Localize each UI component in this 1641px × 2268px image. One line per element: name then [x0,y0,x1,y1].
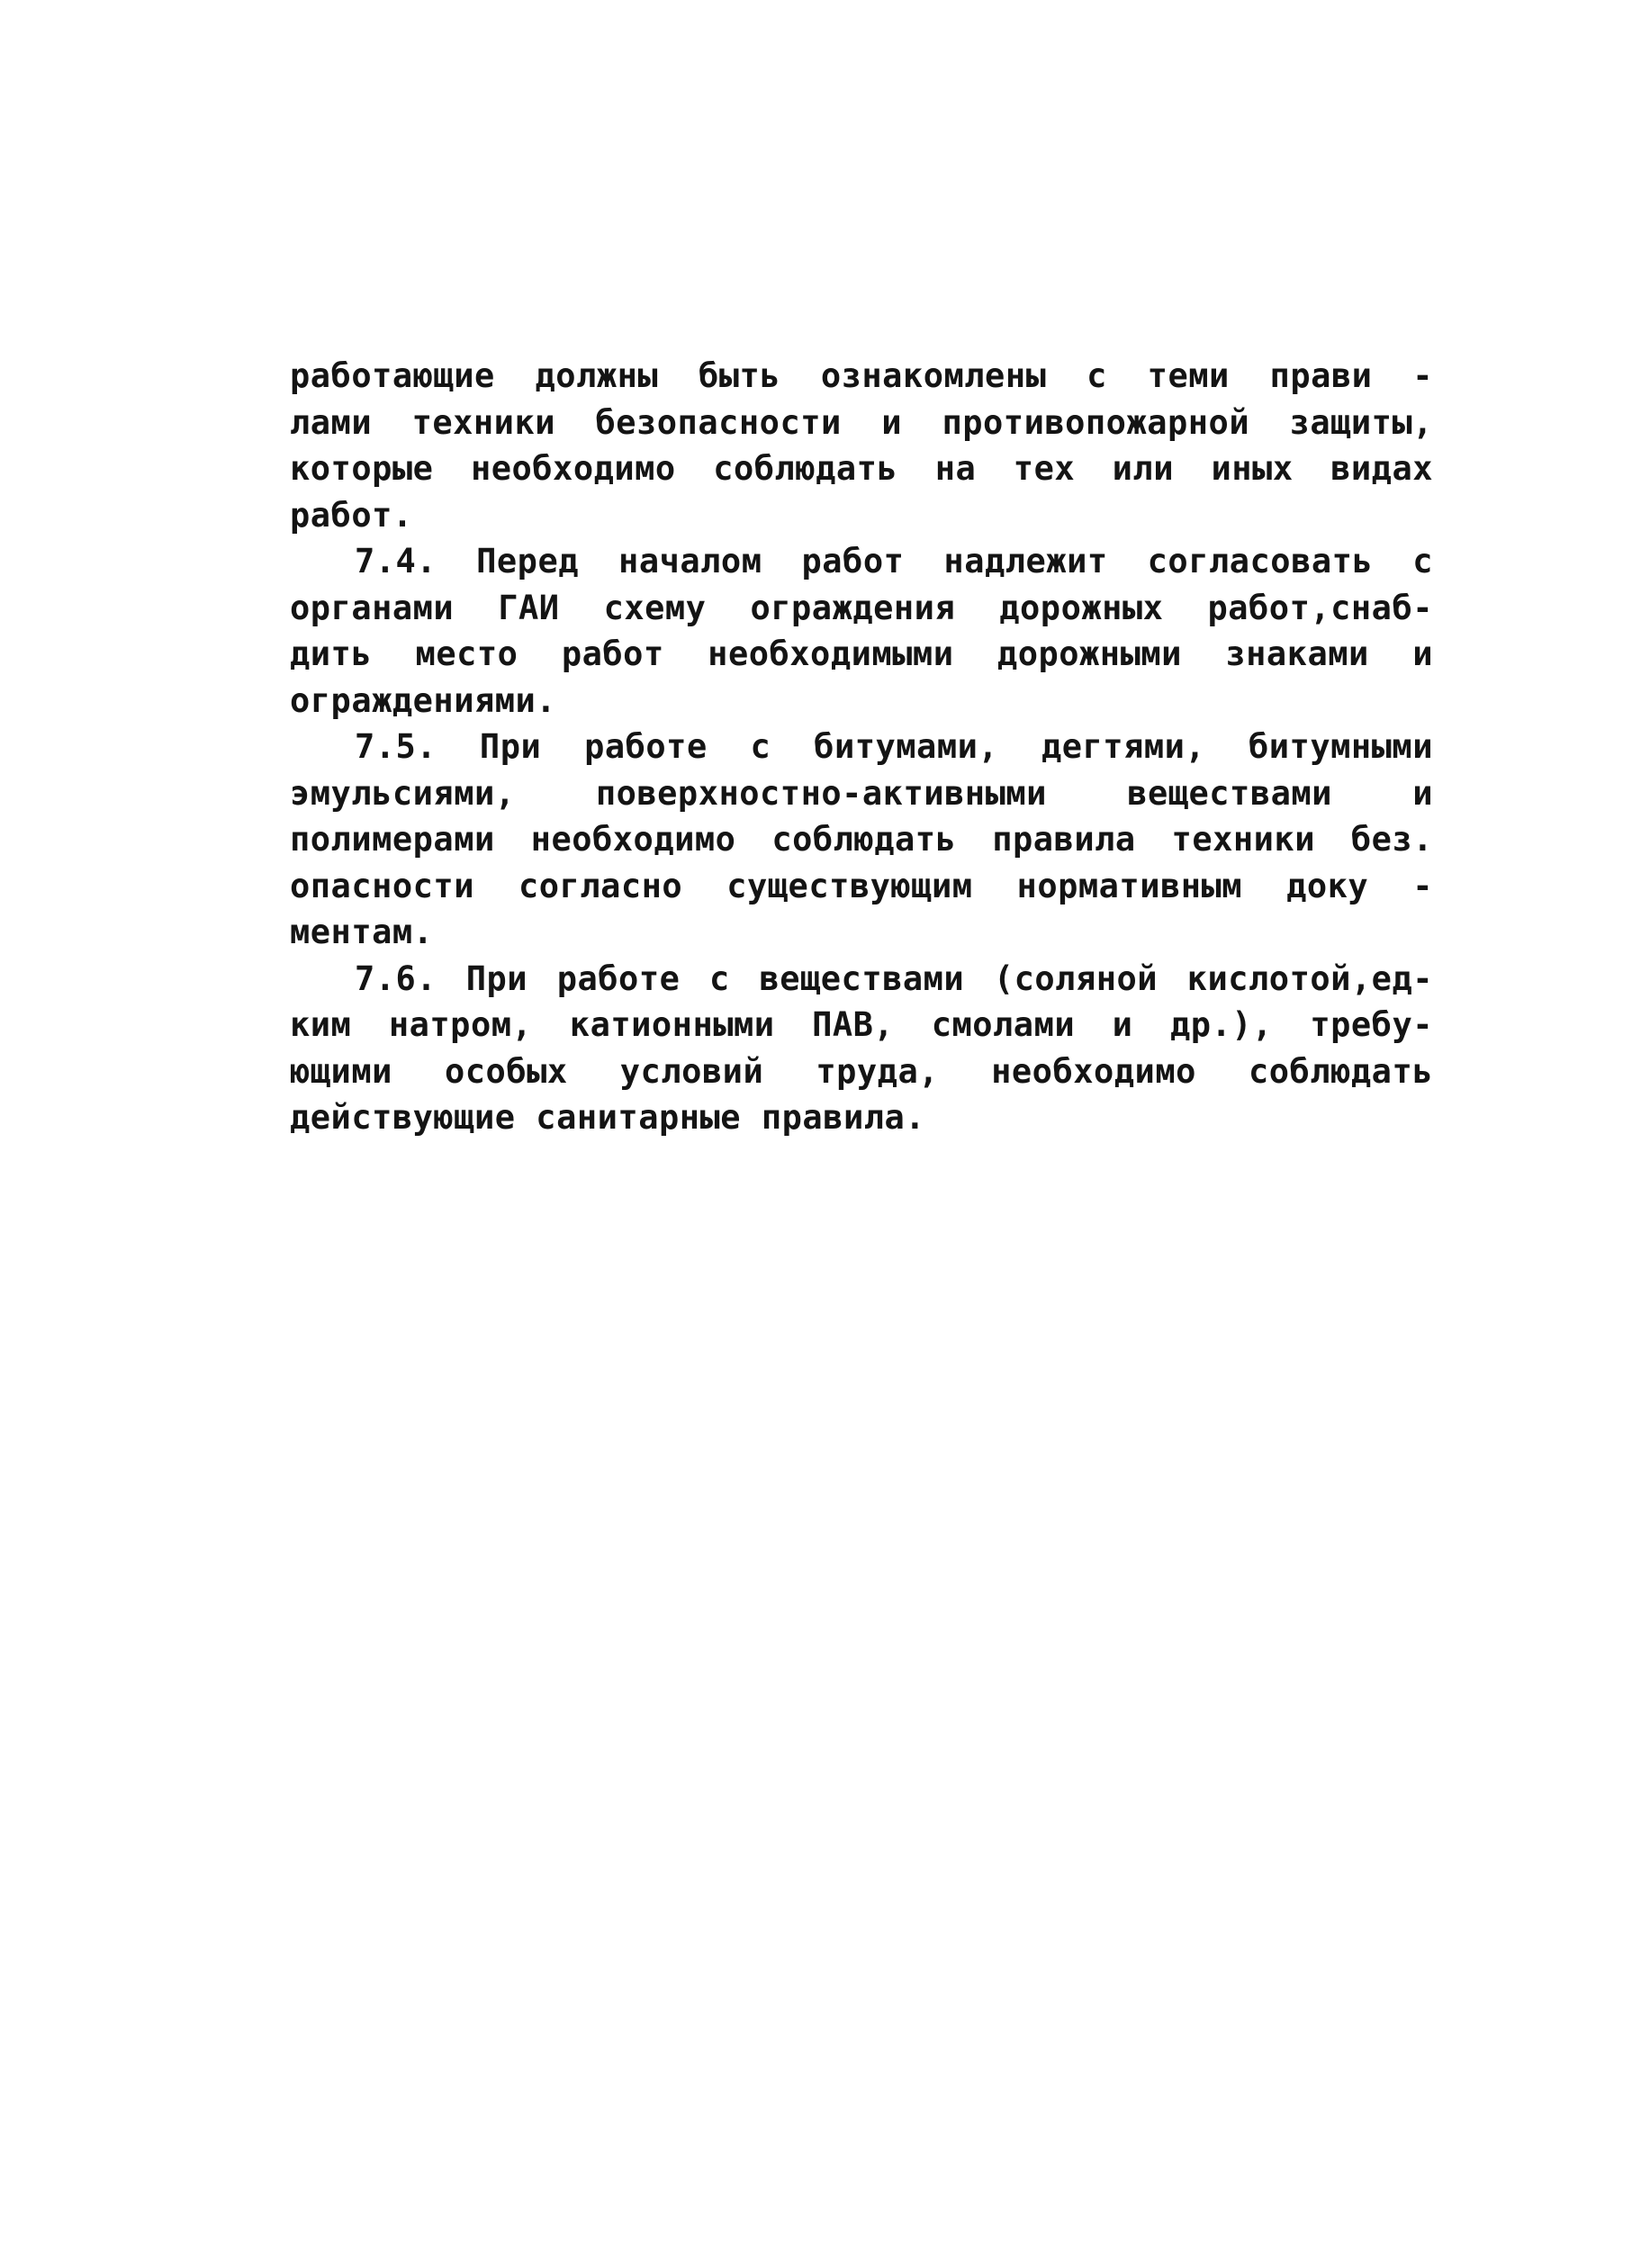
text-line: органами ГАИ схему ограждения дорожных работ,снаб- [290,588,1433,627]
paragraph-7-5-start: 7.5. При работе с битумами, дегтями, битумными [355,727,1433,766]
text-line: ким натром, катионными ПАВ, смолами и др.), требу- [290,1005,1433,1044]
text-line: дить место работ необходимыми дорожными знаками и [290,634,1433,673]
text-line: ментам. [290,913,434,951]
text-line: работающие должны быть ознакомлены с теми прави - [290,356,1433,395]
text-line: полимерами необходимо соблюдать правила техники без. [290,820,1433,859]
text-line: лами техники безопасности и противопожарной защиты, [290,402,1433,442]
text-line: эмульсиями, поверхностно-активными веществами и [290,773,1433,813]
text-line: опасности согласно существующим нормативным доку - [290,866,1433,905]
text-line: ограждениями. [290,680,557,720]
body-text [290,353,1433,1141]
paragraph-7-6-start: 7.6. При работе с веществами (соляной кислотой,ед- [355,958,1433,998]
text-line: работ. [290,495,413,535]
text-line: действующие санитарные правила. [290,1098,926,1137]
text-line: ющими особых условий труда, необходимо соблюдать [290,1051,1433,1091]
text-line: которые необходимо соблюдать на тех или иных видах [290,449,1433,488]
paragraph-7-4-start: 7.4. Перед началом работ надлежит согласовать с [355,542,1433,580]
